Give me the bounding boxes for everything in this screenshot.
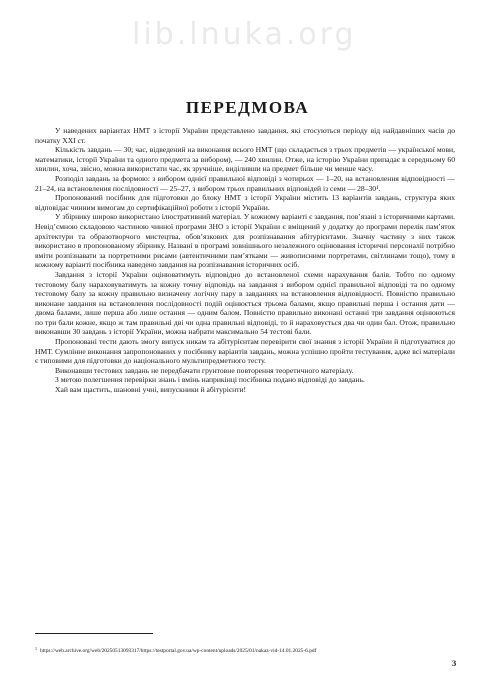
paragraph-answers: З метою полегшення перевірки знань і вмінь наприкінці посібника подано відповіді до завдань.	[55, 375, 365, 385]
footnote-marker: 1	[35, 646, 37, 651]
paragraph-task-count: Кількість завдань — 30; час, відведений на виконання всього НМТ (що складається з трьох предметів — української мови, математики, історії України та одного предмета за вибором), — 240 хвилин. Отже, на історію України припадає в середньому 60 хвилин, хоча, звісно, можна використати час, як зручніше, виділивши на предмет більше чи менше часу.	[35, 145, 455, 174]
paragraph-scope: У наведених варіантах НМТ з історії України представлено завдання, які стосуються періоду від найдавніших часів до початку XXI ст.	[35, 126, 455, 145]
paragraph-purpose: Пропоновані тести дають змогу випуск никам та абітурієнтам перевірити свої знання з історії України й підготуватися до НМТ. Сумлінне виконання запропонованих у посібнику варіантів завдань, можна успішно пройти тестування, адже всі матеріали є типовими для підготовки до національного мультипредметного тесту.	[35, 337, 455, 366]
page-title: ПЕРЕДМОВА	[185, 98, 310, 117]
paragraph-theory: Виконавши тестових завдань не передбачати грунтовне повторення теоретичного матеріалу.	[55, 365, 354, 375]
paragraph-task-types: Розподіл завдань за формою: з вибором однієї правильної відповіді з чотирьох — 1–20, на встановлення відповідності — 21–24, на встановлення послідовності — 25–27, з вибором трьох правильних відповідей із семи — 28–30¹.	[35, 173, 455, 193]
body-text	[35, 126, 455, 395]
footnote-link[interactable]: https://web.archive.org/web/20250513093317/https://testportal.gov.ua/wp-content/uploads/2025/01/nakaz-vid-14.01.2025-6.pdf	[40, 648, 317, 654]
paragraph-book-contents: Пропонований посібник для підготовки до блоку НМТ з історії України містить 13 варіантів завдань, структура яких відповідає чинним вимогам до сертифікаційної роботи з історії України.	[35, 193, 455, 212]
paragraph-scoring: Завдання з історії України оцінюватимуть відповідно до встановленої схеми нарахування балів. Тобто по одному тестовому балу нараховуватимуть за кожну точну відповідь на завдання з вибором однієї правильної відповіді та по одному тестовому балу за кожну правильно визначену логічну пару в завданнях на встановлення відповідності. Повністю правильно виконане завдання на встановлення послідовності подій оцінюється трьома балами, якщо правильні перша і остання дати — двома балами, лише перша або лише остання — одним балом. Повністю правильно виконані останні три завдання оцінюються по три бали кожне, якщо ж там правильні дві чи одна правильні відповіді, то й нараховується два чи один бал. Отож, правильно виконавши 30 завдань з історії України, можна набрати максимально 54 тестові бали.	[35, 269, 455, 337]
watermark: lib.lnuka.org	[132, 17, 357, 52]
footnote-divider	[35, 633, 153, 634]
paragraph-illustrations: У збірнику широко використано ілюстративний матеріал. У кожному варіанті є завдання, пов’язані з історичними картами. Невід’ємною складовою частиною чинної програми ЗНО з історії України є вміщений у додатку до програми перелік пам’яток архітектури та образотворчого мистецтва, обов’язкових для розпізнавання абітурієнтами. Значну частину з них також використано в пропонованому збірнику. Названі в програмі зовнішнього незалежного оцінювання історичні персоналії потрібно вміти розпізнавати за портретними рисами (автентичними пам’ятками — живописними портретами, світлинами тощо), тому в кожному варіанті посібника наведено завдання на розпізнавання історичних осіб.	[35, 212, 455, 270]
paragraph-wishes: Хай вам щастить, шановні учні, випускники й абітурієнти!	[55, 385, 247, 395]
page-number: 3	[452, 658, 457, 668]
footnote	[35, 645, 465, 655]
